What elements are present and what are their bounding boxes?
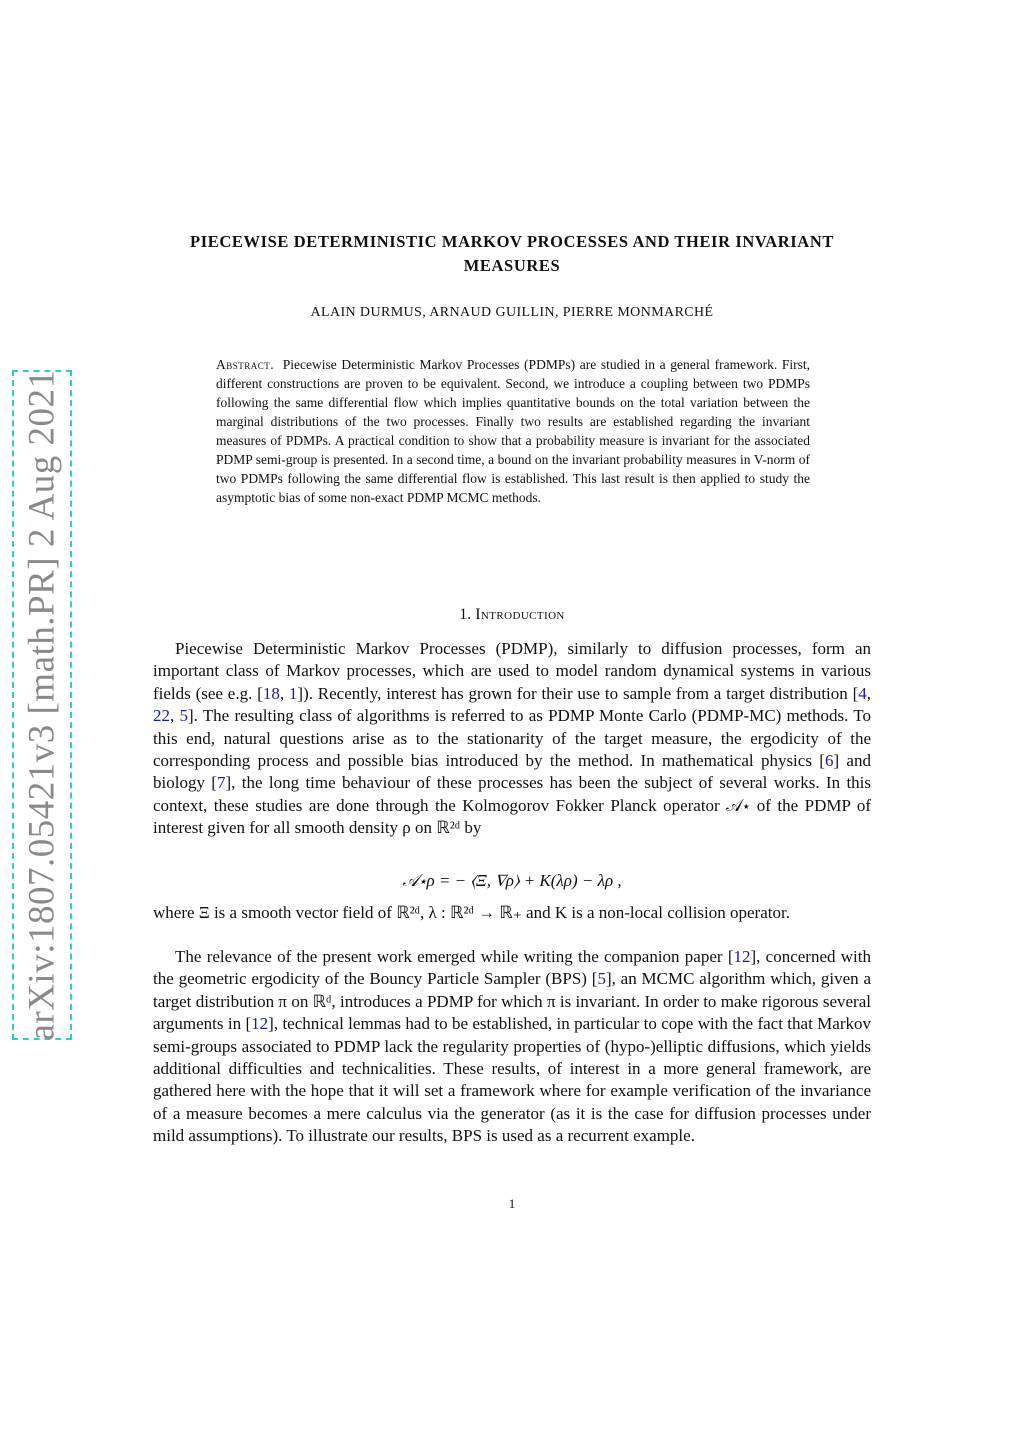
citation-link[interactable]: 6: [824, 751, 834, 771]
text-run: ,: [866, 683, 872, 703]
arxiv-identifier-stamp[interactable]: [12, 370, 72, 1040]
citation-link[interactable]: 22: [153, 706, 170, 726]
text-run: The relevance of the present work emerged while writing the companion paper [: [175, 947, 734, 966]
paper-title: PIECEWISE DETERMINISTIC MARKOV PROCESSES AND THEIR INVARIANT MEASURES: [190, 232, 834, 275]
page-number: 1: [508, 1196, 516, 1211]
text-run: ], the long time behaviour of these processes has been the subject of several works. In this context, these studies are done through the Kolmogorov Fokker Planck operator 𝒜⋆ of the PDMP of interest given for all smooth density ρ on ℝ²ᵈ by: [153, 773, 872, 838]
text-run: ,: [170, 706, 180, 726]
citation-link[interactable]: 12: [251, 1014, 269, 1034]
citation-link[interactable]: 7: [216, 773, 226, 793]
text-run: ], concerned with the geometric ergodicity of the Bouncy Particle Sampler (BPS) [: [153, 947, 871, 989]
abstract: [216, 355, 810, 507]
citation-link[interactable]: 5: [597, 969, 606, 989]
abstract-label: Abstract.: [216, 357, 275, 372]
abstract-text: Piecewise Deterministic Markov Processes (PDMPs) are studied in a general framework. First, different constructions are proven to be equivalent. Second, we introduce a coupling between two PDMPs following the same differential flow which implies quantitative bounds on the total variation between the marginal distributions of the two processes. Finally two results are established regarding the invariant measures of PDMPs. A practical condition to show that a probability measure is invariant for the associated PDMP semi-group is presented. In a second time, a bound on the invariant probability measures in V-norm of two PDMPs following the same differential flow is established. This last result is then applied to study the asymptotic bias of some non-exact PDMP MCMC methods.: [216, 357, 810, 505]
citation-link[interactable]: 12: [733, 947, 751, 966]
paragraph-operator-definition: where Ξ is a smooth vector field of ℝ²ᵈ, λ : ℝ²ᵈ → ℝ₊ and K is a non-local collision operator.: [153, 903, 790, 922]
text-run: ], technical lemmas had to be established, in particular to cope with the fact that Markov semi-groups associated to PDMP lack the regularity properties of (hypo-)elliptic diffusions, which yields additional difficulties and technicalities. These results, of interest in a more general framework, are gathered here with the hope that it will set a framework where for example verification of the invariance of a measure becomes a mere calculus via the generator (as it is the case for diffusion processes under mild assumptions). To illustrate our results, BPS is used as a recurrent example.: [153, 1014, 871, 1146]
paragraph-intro: [153, 638, 871, 840]
text-run: ]. The resulting class of algorithms is referred to as PDMP Monte Carlo (PDMP-MC) methods. To this end, natural questions arise as to the stationarity of the target measure, the ergodicity of the corresponding process and possible bias introduced by the method. In mathematical physics [: [153, 706, 871, 771]
text-run: ] and biology [: [153, 751, 871, 793]
text-run: ]). Recently, interest has grown for their use to sample from a target distribution [: [297, 683, 859, 703]
text-run: ], an MCMC algorithm which, given a target distribution π on ℝᵈ, introduces a PDMP for which π is invariant. In order to make rigorous several arguments in [: [153, 969, 871, 1034]
text-run: Piecewise Deterministic Markov Processes (PDMP), similarly to diffusion processes, form an important class of Markov processes, which are used to model random dynamical systems in various fields (see e.g. [: [153, 639, 871, 703]
section-heading: [150, 606, 874, 624]
section-title: Introduction: [475, 606, 565, 623]
section-number: 1.: [459, 606, 472, 623]
citation-link[interactable]: 4: [858, 683, 867, 703]
citation-link[interactable]: 5: [179, 706, 188, 726]
paragraph-motivation: [153, 946, 871, 1148]
text-run: ,: [279, 683, 289, 703]
arxiv-identifier-text: arXiv:1807.05421v3 [math.PR] 2 Aug 2021: [21, 369, 63, 1041]
author-list: ALAIN DURMUS, ARNAUD GUILLIN, PIERRE MONMARCHÉ: [310, 305, 714, 320]
citation-link[interactable]: 1: [288, 683, 298, 703]
citation-link[interactable]: 18: [262, 683, 280, 703]
kolmogorov-equation: 𝒜⋆ρ = − ⟨Ξ, ∇ρ⟩ + K(λρ) − λρ ,: [402, 871, 622, 890]
